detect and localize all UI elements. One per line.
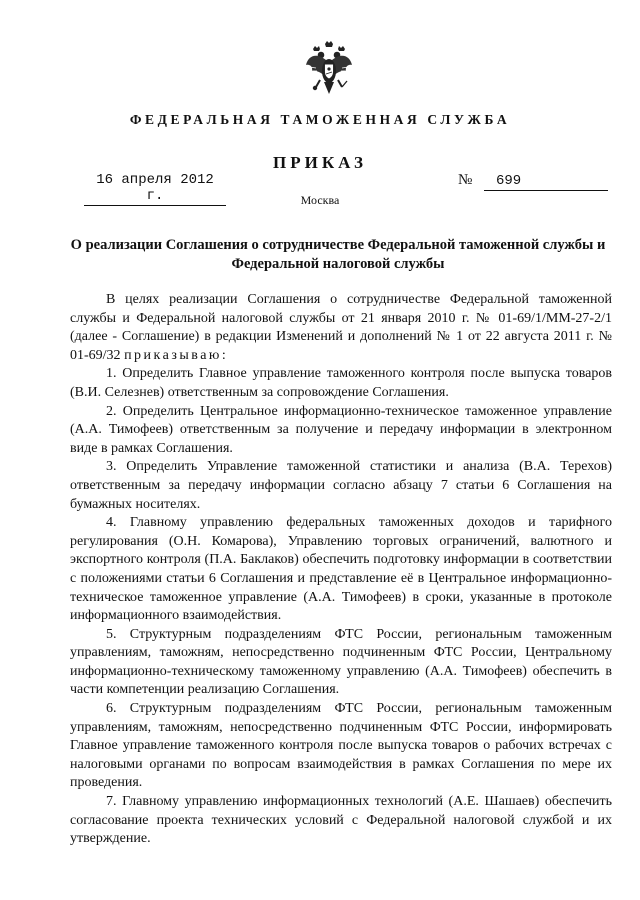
agency-name: ФЕДЕРАЛЬНАЯ ТАМОЖЕННАЯ СЛУЖБА xyxy=(129,112,511,127)
order-item-4: 4. Главному управлению федеральных таможенных доходов и тарифного регулирования (О.Н. Комарова), Управлению торговых ограничений, валютного и экспортного контроля (П.А. Баклаков) обеспечить подготовку информации в соответствии с положениями статьи 6 Соглашения и представление её в Центральное информационно-техническое таможенное управление (А.А. Тимофеев) в сроки, указанные в протоколе информационного взаимодействия. xyxy=(70,515,612,624)
order-item-1: 1. Определить Главное управление таможенного контроля после выпуска товаров (В.И. Селезнев) ответственным за сопровождение Соглашения. xyxy=(70,366,612,400)
preamble-paragraph xyxy=(70,291,612,365)
order-subject: О реализации Соглашения о сотрудничестве Федеральной таможенной службы и Федеральной налоговой службы xyxy=(70,237,606,272)
russian-coat-of-arms-icon xyxy=(304,40,354,96)
order-body xyxy=(70,291,612,849)
preamble-emphasis: приказываю: xyxy=(124,347,229,363)
order-number: 699 xyxy=(496,173,522,189)
order-date: 16 апреля 2012 г. xyxy=(84,172,226,206)
number-sign: № xyxy=(458,172,473,188)
order-item-6: 6. Структурным подразделениям ФТС России, региональным таможенным управлениям, таможням, непосредственно подчиненным ФТС России, информировать Главное управление таможенного контроля после выпуска товаров о рабочих встречах с налоговыми органами по вопросам взаимодействия в рамках Соглашения по мере их проведения. xyxy=(70,701,612,791)
document-type-title: ПРИКАЗ xyxy=(273,153,367,172)
city: Москва xyxy=(300,193,340,207)
order-item-5: 5. Структурным подразделениям ФТС России, региональным таможенным управлениям, таможням, непосредственно подчиненным ФТС России, Центральному информационно-техническому таможенному управлению (А.А. Тимофеев) обеспечить в части компетенции реализацию Соглашения. xyxy=(70,626,612,698)
order-number-field xyxy=(484,172,608,191)
order-item-7: 7. Главному управлению информационных технологий (А.Е. Шашаев) обеспечить согласование проекта технических условий с Федеральной налоговой службой и их утверждение. xyxy=(70,794,612,847)
order-item-2: 2. Определить Центральное информационно-техническое таможенное управление (А.А. Тимофеев) ответственным за получение и передачу информации в электронном виде в рамках Соглашения. xyxy=(70,403,612,456)
order-item-3: 3. Определить Управление таможенной статистики и анализа (В.А. Терехов) ответственным за передачу информации согласно абзацу 7 статьи 6 Соглашения на бумажных носителях. xyxy=(70,459,612,512)
preamble-text: В целях реализации Соглашения о сотрудничестве Федеральной таможенной службы и Федеральной налоговой службы от 21 января 2010 г. № 01-69/1/ММ-27-2/1 (далее - Соглашение) в редакции Изменений и дополнений № 1 от 22 августа 2011 г. № 01-69/32 xyxy=(70,292,612,363)
